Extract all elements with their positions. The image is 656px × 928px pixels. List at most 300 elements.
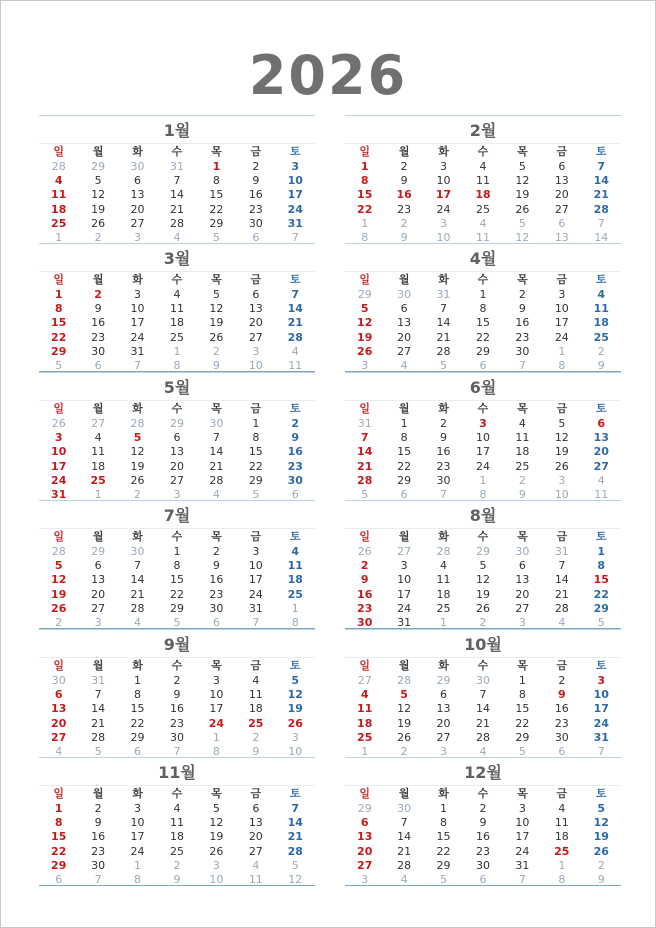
day-cell: 2 <box>252 730 260 744</box>
day-cell: 10 <box>248 559 263 573</box>
week-row <box>39 816 315 830</box>
day-cell: 28 <box>169 216 184 230</box>
day-cell: 25 <box>515 459 530 473</box>
day-cell: 29 <box>130 730 145 744</box>
day-cell: 5 <box>597 802 606 815</box>
day-cell: 15 <box>51 316 67 330</box>
day-cell: 1 <box>597 545 606 558</box>
day-cell: 19 <box>357 330 373 344</box>
day-cell: 27 <box>51 730 67 744</box>
day-cell: 9 <box>597 872 605 886</box>
day-cell: 23 <box>397 202 412 216</box>
week-rows <box>345 417 621 502</box>
week-row <box>345 445 621 459</box>
day-cell: 8 <box>291 615 299 629</box>
day-cell: 24 <box>208 716 225 730</box>
day-cell: 17 <box>554 316 569 330</box>
day-cell: 13 <box>357 830 373 844</box>
year-title: 2026 <box>248 44 408 107</box>
day-cell: 10 <box>130 302 145 316</box>
day-cell: 2 <box>440 417 448 430</box>
weekday-label: 목 <box>517 273 528 286</box>
day-cell: 31 <box>397 615 412 629</box>
day-cell: 30 <box>397 288 412 301</box>
day-cell: 15 <box>515 702 530 716</box>
day-cell: 8 <box>134 688 142 702</box>
day-cell: 26 <box>130 473 145 487</box>
day-cell: 25 <box>357 730 373 744</box>
weekday-header <box>345 528 621 545</box>
weekday-label: 월 <box>92 273 104 286</box>
day-cell: 26 <box>91 216 106 230</box>
day-cell: 22 <box>593 587 609 601</box>
day-cell: 24 <box>51 473 67 487</box>
day-cell: 21 <box>287 316 303 330</box>
day-cell: 28 <box>593 202 609 216</box>
day-cell: 1 <box>558 344 566 358</box>
weekday-label: 화 <box>438 145 449 158</box>
day-cell: 11 <box>288 358 303 372</box>
day-cell: 28 <box>287 330 303 344</box>
weekday-label: 목 <box>211 787 222 800</box>
day-cell: 16 <box>248 188 263 202</box>
day-cell: 24 <box>397 601 412 615</box>
day-cell: 2 <box>518 473 526 487</box>
day-cell: 6 <box>94 559 102 573</box>
day-cell: 3 <box>597 674 606 687</box>
day-cell: 26 <box>397 730 412 744</box>
week-row <box>345 203 621 217</box>
day-cell: 12 <box>130 445 145 459</box>
weekday-label: 월 <box>398 530 410 543</box>
day-cell: 1 <box>134 674 142 687</box>
day-cell: 24 <box>248 587 263 601</box>
weekday-label: 월 <box>398 145 410 158</box>
day-cell: 25 <box>287 587 303 601</box>
day-cell: 1 <box>212 730 220 744</box>
day-cell: 4 <box>597 288 606 301</box>
day-cell: 4 <box>479 160 487 173</box>
day-cell: 31 <box>51 487 67 501</box>
month-title: 6월 <box>345 372 621 401</box>
week-row <box>345 859 621 873</box>
week-row <box>39 203 315 217</box>
day-cell: 30 <box>91 858 106 872</box>
week-row <box>39 331 315 345</box>
day-cell: 26 <box>475 601 490 615</box>
week-row <box>345 288 621 302</box>
weekday-label: 금 <box>556 530 568 543</box>
day-cell: 30 <box>209 417 224 430</box>
day-cell: 20 <box>51 716 67 730</box>
day-cell: 24 <box>593 716 609 730</box>
weekday-header <box>39 528 315 545</box>
day-cell: 24 <box>436 202 451 216</box>
day-cell: 6 <box>291 487 299 501</box>
day-cell: 10 <box>515 816 530 830</box>
day-cell: 4 <box>440 559 448 573</box>
day-cell: 5 <box>55 358 63 372</box>
month-block <box>39 500 315 629</box>
day-cell: 16 <box>287 445 303 459</box>
month-block <box>39 372 315 501</box>
day-cell: 3 <box>440 160 448 173</box>
day-cell: 3 <box>440 216 448 230</box>
month-bottom-rule <box>345 885 621 886</box>
day-cell: 4 <box>479 744 487 758</box>
weekday-label: 수 <box>477 787 489 800</box>
day-cell: 30 <box>169 730 184 744</box>
day-cell: 12 <box>475 573 490 587</box>
day-cell: 14 <box>91 702 106 716</box>
day-cell: 10 <box>209 688 224 702</box>
day-cell: 11 <box>91 445 106 459</box>
day-cell: 6 <box>558 744 566 758</box>
day-cell: 9 <box>212 358 220 372</box>
week-row <box>39 859 315 873</box>
day-cell: 13 <box>248 302 263 316</box>
day-cell: 26 <box>287 716 303 730</box>
day-cell: 6 <box>252 288 260 301</box>
weekday-label: 금 <box>250 402 262 415</box>
day-cell: 3 <box>291 160 300 173</box>
day-cell: 6 <box>252 230 260 244</box>
day-cell: 30 <box>287 473 303 487</box>
day-cell: 10 <box>288 744 303 758</box>
day-cell: 18 <box>169 316 184 330</box>
day-cell: 12 <box>91 188 106 202</box>
day-cell: 20 <box>130 202 145 216</box>
week-rows <box>345 288 621 373</box>
weekday-header <box>39 271 315 288</box>
day-cell: 18 <box>169 830 184 844</box>
week-row <box>39 588 315 602</box>
day-cell: 31 <box>287 216 303 230</box>
day-cell: 21 <box>554 587 569 601</box>
day-cell: 16 <box>91 830 106 844</box>
weekday-label: 수 <box>171 273 183 286</box>
day-cell: 14 <box>593 174 609 188</box>
day-cell: 10 <box>209 872 224 886</box>
week-row <box>39 316 315 330</box>
day-cell: 14 <box>594 230 609 244</box>
day-cell: 21 <box>169 202 184 216</box>
day-cell: 19 <box>397 716 412 730</box>
day-cell: 4 <box>252 674 260 687</box>
day-cell: 22 <box>397 459 412 473</box>
day-cell: 23 <box>515 330 530 344</box>
day-cell: 7 <box>212 431 220 445</box>
day-cell: 14 <box>475 702 490 716</box>
day-cell: 30 <box>248 216 263 230</box>
weekday-header <box>39 785 315 802</box>
month-block <box>39 243 315 372</box>
day-cell: 28 <box>436 344 451 358</box>
day-cell: 5 <box>400 688 408 702</box>
day-cell: 29 <box>169 601 184 615</box>
day-cell: 9 <box>440 431 448 445</box>
day-cell: 28 <box>397 858 412 872</box>
weekday-label: 금 <box>556 787 568 800</box>
day-cell: 16 <box>475 830 490 844</box>
day-cell: 25 <box>436 601 451 615</box>
day-cell: 24 <box>287 202 303 216</box>
day-cell: 1 <box>361 744 369 758</box>
week-row <box>345 474 621 488</box>
day-cell: 9 <box>94 302 102 316</box>
day-cell: 8 <box>400 431 408 445</box>
day-cell: 9 <box>557 688 566 702</box>
day-cell: 27 <box>593 459 609 473</box>
day-cell: 30 <box>515 344 530 358</box>
day-cell: 1 <box>400 417 408 430</box>
day-cell: 12 <box>288 872 303 886</box>
day-cell: 13 <box>593 431 609 445</box>
week-row <box>345 688 621 702</box>
week-row <box>345 217 621 231</box>
weekday-label: 월 <box>398 787 410 800</box>
day-cell: 4 <box>597 473 605 487</box>
day-cell: 24 <box>554 330 569 344</box>
day-cell: 2 <box>479 802 487 815</box>
weekday-header <box>39 657 315 674</box>
day-cell: 9 <box>400 174 408 188</box>
day-cell: 1 <box>360 160 369 173</box>
week-row <box>345 331 621 345</box>
day-cell: 4 <box>134 615 142 629</box>
month-title: 7월 <box>39 500 315 529</box>
day-cell: 29 <box>357 802 372 815</box>
day-cell: 14 <box>397 830 412 844</box>
week-rows <box>345 545 621 630</box>
week-row <box>39 845 315 859</box>
week-row <box>39 160 315 174</box>
day-cell: 9 <box>173 688 181 702</box>
day-cell: 20 <box>169 459 184 473</box>
weekday-label: 목 <box>517 145 528 158</box>
day-cell: 10 <box>593 688 609 702</box>
weekday-label: 토 <box>595 659 607 672</box>
day-cell: 22 <box>515 716 530 730</box>
week-row <box>39 688 315 702</box>
day-cell: 9 <box>400 230 408 244</box>
day-cell: 11 <box>554 816 569 830</box>
day-cell: 15 <box>357 188 373 202</box>
day-cell: 1 <box>54 288 63 301</box>
week-row <box>39 288 315 302</box>
weekday-label: 일 <box>359 273 371 286</box>
day-cell: 22 <box>357 202 373 216</box>
day-cell: 6 <box>597 417 606 430</box>
weekday-label: 토 <box>289 787 301 800</box>
day-cell: 7 <box>173 174 181 188</box>
week-row <box>39 674 315 688</box>
day-cell: 2 <box>134 487 142 501</box>
day-cell: 30 <box>475 674 490 687</box>
day-cell: 21 <box>287 830 303 844</box>
day-cell: 19 <box>91 202 106 216</box>
week-row <box>345 717 621 731</box>
day-cell: 5 <box>94 174 102 188</box>
weekday-label: 금 <box>250 787 262 800</box>
day-cell: 7 <box>518 358 526 372</box>
day-cell: 17 <box>248 573 263 587</box>
day-cell: 6 <box>212 615 220 629</box>
day-cell: 2 <box>94 288 102 301</box>
weekday-label: 목 <box>517 530 528 543</box>
week-row <box>39 717 315 731</box>
day-cell: 21 <box>436 330 451 344</box>
week-rows <box>39 545 315 630</box>
day-cell: 6 <box>134 174 142 188</box>
weekday-label: 토 <box>595 145 607 158</box>
day-cell: 26 <box>554 459 569 473</box>
day-cell: 3 <box>134 288 142 301</box>
day-cell: 7 <box>597 160 606 173</box>
day-cell: 23 <box>554 716 569 730</box>
day-cell: 11 <box>594 487 609 501</box>
day-cell: 16 <box>554 702 569 716</box>
week-row <box>39 559 315 573</box>
day-cell: 6 <box>400 302 408 316</box>
day-cell: 3 <box>252 545 260 558</box>
day-cell: 1 <box>558 858 566 872</box>
day-cell: 13 <box>91 573 106 587</box>
day-cell: 31 <box>357 417 372 430</box>
weekday-label: 일 <box>359 402 371 415</box>
day-cell: 12 <box>209 816 224 830</box>
day-cell: 26 <box>51 601 67 615</box>
day-cell: 17 <box>51 459 67 473</box>
day-cell: 8 <box>440 816 448 830</box>
day-cell: 5 <box>252 487 260 501</box>
day-cell: 13 <box>397 316 412 330</box>
weekday-label: 화 <box>132 530 143 543</box>
day-cell: 10 <box>248 358 263 372</box>
weekday-label: 목 <box>211 659 222 672</box>
day-cell: 27 <box>91 417 106 430</box>
day-cell: 25 <box>593 330 609 344</box>
day-cell: 10 <box>436 230 451 244</box>
weekday-label: 일 <box>359 530 371 543</box>
day-cell: 6 <box>360 816 369 830</box>
month-block <box>39 757 315 886</box>
day-cell: 20 <box>515 587 530 601</box>
day-cell: 7 <box>440 302 448 316</box>
day-cell: 26 <box>209 844 224 858</box>
weekday-label: 금 <box>556 273 568 286</box>
day-cell: 14 <box>287 816 303 830</box>
day-cell: 22 <box>436 844 451 858</box>
day-cell: 6 <box>54 688 63 702</box>
day-cell: 20 <box>436 716 451 730</box>
week-row <box>345 345 621 359</box>
weekday-header <box>345 271 621 288</box>
weekday-label: 화 <box>132 659 143 672</box>
day-cell: 6 <box>173 431 181 445</box>
day-cell: 9 <box>518 302 526 316</box>
weekday-label: 월 <box>92 787 104 800</box>
day-cell: 3 <box>479 417 487 430</box>
day-cell: 8 <box>558 358 566 372</box>
day-cell: 11 <box>357 702 373 716</box>
week-row <box>345 160 621 174</box>
day-cell: 13 <box>51 702 67 716</box>
day-cell: 10 <box>51 445 67 459</box>
day-cell: 7 <box>479 688 487 702</box>
day-cell: 20 <box>554 188 569 202</box>
month-block <box>39 115 315 244</box>
day-cell: 7 <box>597 744 605 758</box>
week-row <box>39 602 315 616</box>
day-cell: 6 <box>558 160 566 173</box>
day-cell: 29 <box>91 545 106 558</box>
day-cell: 5 <box>440 358 448 372</box>
day-cell: 12 <box>593 816 609 830</box>
day-cell: 18 <box>91 459 106 473</box>
day-cell: 6 <box>400 487 408 501</box>
month-title: 2월 <box>345 115 621 144</box>
day-cell: 31 <box>248 601 263 615</box>
day-cell: 9 <box>597 358 605 372</box>
day-cell: 7 <box>518 872 526 886</box>
day-cell: 5 <box>597 615 605 629</box>
day-cell: 8 <box>212 744 220 758</box>
weekday-label: 목 <box>517 402 528 415</box>
day-cell: 8 <box>518 688 526 702</box>
day-cell: 7 <box>291 802 300 815</box>
day-cell: 3 <box>134 802 142 815</box>
day-cell: 1 <box>252 417 260 430</box>
day-cell: 3 <box>518 802 526 815</box>
weekday-header <box>345 785 621 802</box>
day-cell: 14 <box>287 302 303 316</box>
weekday-label: 일 <box>53 787 65 800</box>
day-cell: 3 <box>440 744 448 758</box>
day-cell: 15 <box>248 445 263 459</box>
day-cell: 15 <box>130 702 145 716</box>
day-cell: 7 <box>94 872 102 886</box>
day-cell: 4 <box>173 230 181 244</box>
day-cell: 2 <box>479 615 487 629</box>
week-row <box>345 316 621 330</box>
day-cell: 14 <box>130 573 145 587</box>
day-cell: 8 <box>597 559 606 573</box>
day-cell: 23 <box>91 330 106 344</box>
day-cell: 27 <box>357 674 372 687</box>
week-row <box>39 302 315 316</box>
day-cell: 4 <box>252 858 260 872</box>
day-cell: 2 <box>94 230 102 244</box>
day-cell: 3 <box>94 615 102 629</box>
day-cell: 26 <box>357 344 373 358</box>
day-cell: 11 <box>593 302 609 316</box>
day-cell: 1 <box>55 230 63 244</box>
month-title: 4월 <box>345 243 621 272</box>
day-cell: 4 <box>291 344 299 358</box>
weekday-label: 화 <box>438 402 449 415</box>
day-cell: 19 <box>287 702 303 716</box>
day-cell: 9 <box>212 559 220 573</box>
day-cell: 6 <box>94 358 102 372</box>
day-cell: 25 <box>169 844 184 858</box>
day-cell: 29 <box>436 858 451 872</box>
month-title: 8월 <box>345 500 621 529</box>
weekday-label: 일 <box>53 530 65 543</box>
day-cell: 7 <box>360 431 369 445</box>
day-cell: 8 <box>479 302 487 316</box>
day-cell: 11 <box>475 174 490 188</box>
